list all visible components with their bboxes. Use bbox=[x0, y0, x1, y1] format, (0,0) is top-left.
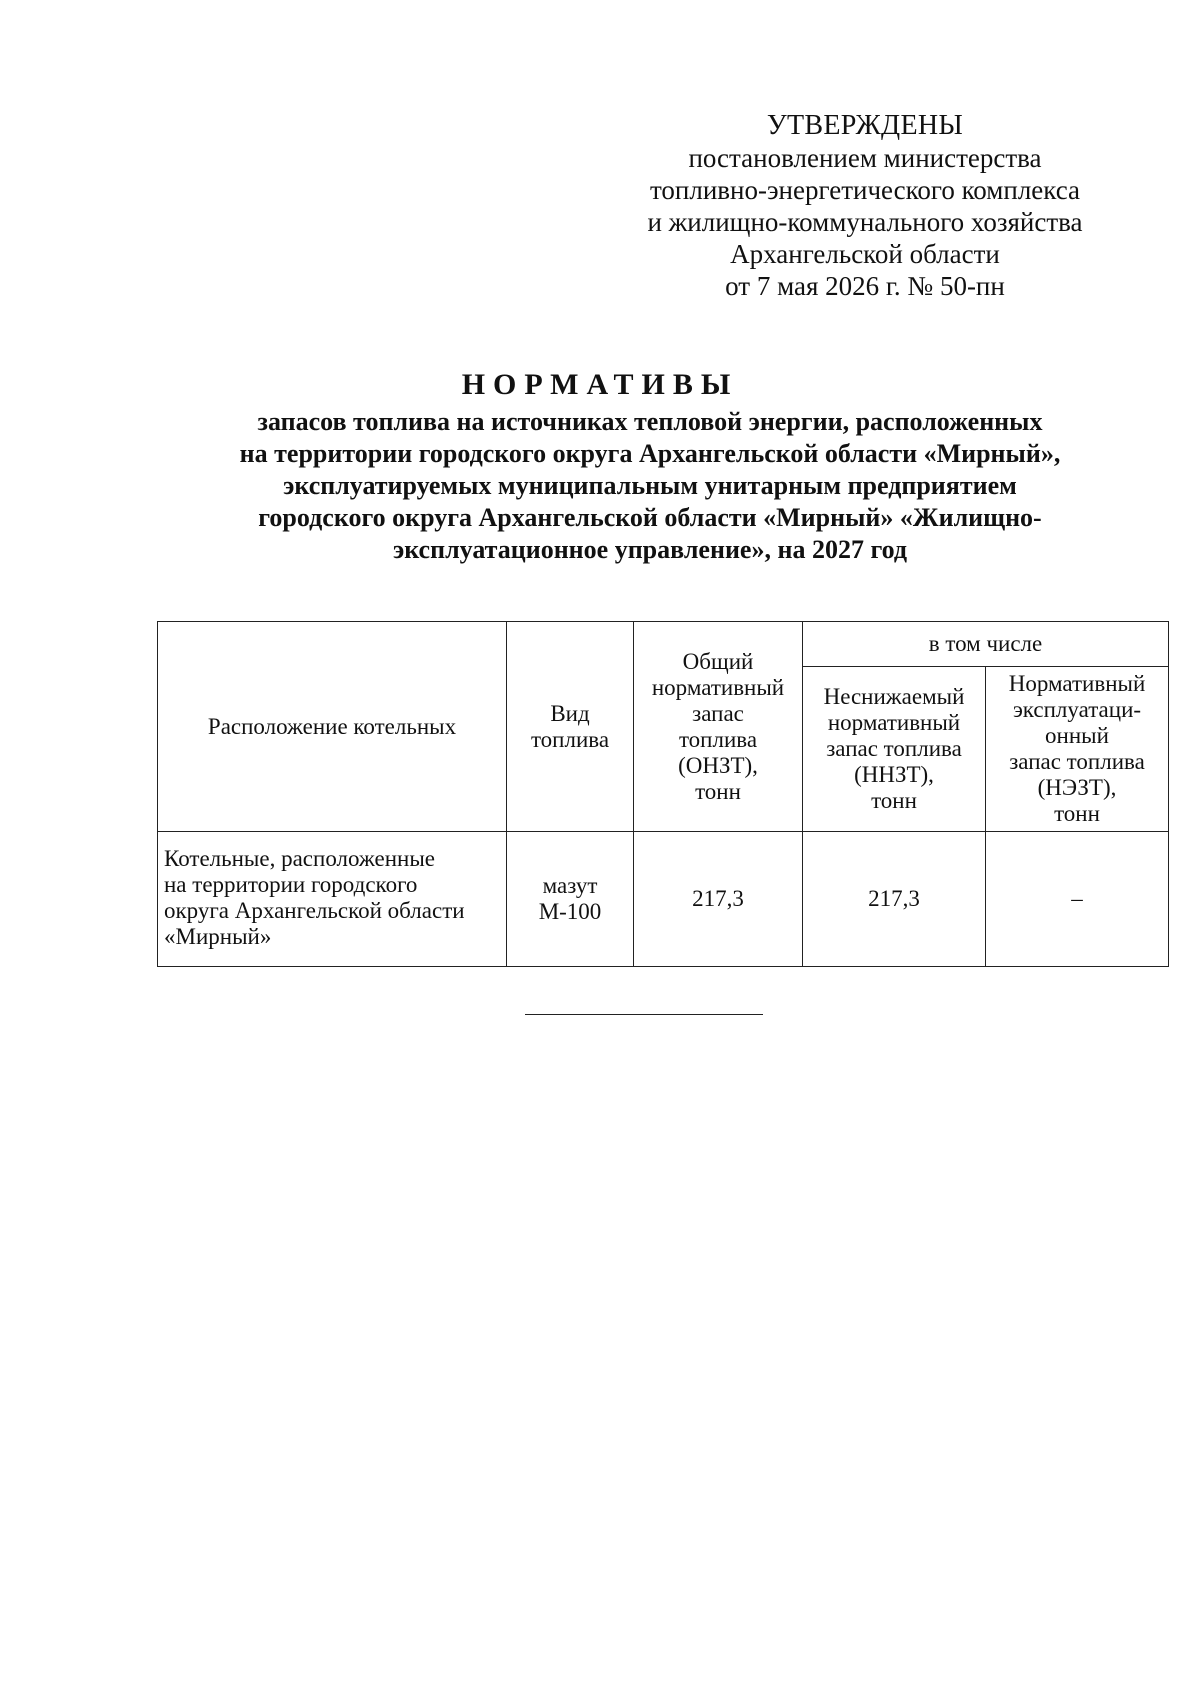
header-text-line: топлива bbox=[678, 726, 758, 752]
cell-text-line: мазут bbox=[542, 873, 598, 898]
cell-nnzt: 217,3 bbox=[803, 832, 986, 967]
cell-nezt: – bbox=[986, 832, 1169, 967]
cell-text-line: «Мирный» bbox=[164, 924, 272, 949]
header-text-line: тонн bbox=[695, 778, 741, 804]
subtitle-line: эксплуатационное управление», на 2027 год bbox=[392, 535, 908, 564]
header-text-line: топлива bbox=[530, 726, 610, 752]
cell-text-line: округа Архангельской области bbox=[164, 898, 465, 923]
cell-total: 217,3 bbox=[634, 832, 803, 967]
header-text-line: (НЭЗТ), bbox=[1037, 775, 1117, 800]
header-text-line: запас bbox=[692, 700, 744, 726]
document-title: НОРМАТИВЫ bbox=[461, 368, 739, 401]
header-text-line: Вид bbox=[550, 700, 590, 726]
header-nezt bbox=[986, 667, 1169, 832]
header-text-line: (ОНЗТ), bbox=[678, 752, 758, 778]
table-header-row bbox=[158, 622, 1169, 667]
cell-fuel-type bbox=[507, 832, 634, 967]
approval-title: УТВЕРЖДЕНЫ bbox=[766, 110, 964, 141]
approval-line: Архангельской области bbox=[730, 239, 1000, 269]
subtitle-line: городского округа Архангельской области «Мирный» «Жилищно- bbox=[258, 503, 1042, 532]
header-text-line: (ННЗТ), bbox=[854, 762, 934, 787]
subtitle-line: эксплуатируемых муниципальным унитарным предприятием bbox=[283, 471, 1017, 500]
header-total bbox=[634, 622, 803, 832]
approval-line: и жилищно-коммунального хозяйства bbox=[647, 207, 1083, 237]
closing-rule bbox=[525, 1014, 763, 1015]
header-text-line: тонн bbox=[871, 788, 917, 813]
header-text-line: онный bbox=[1045, 723, 1109, 748]
header-text-line: тонн bbox=[1054, 801, 1100, 826]
header-location: Расположение котельных bbox=[158, 622, 507, 832]
header-text-line: Неснижаемый bbox=[823, 684, 965, 709]
header-text-line: эксплуатаци- bbox=[1012, 697, 1142, 722]
table-row bbox=[158, 832, 1169, 967]
cell-text-line: на территории городского bbox=[164, 872, 418, 897]
approval-line: топливно-энергетического комплекса bbox=[649, 175, 1081, 205]
cell-text-line: М-100 bbox=[538, 899, 602, 924]
header-text-line: Общий bbox=[682, 648, 754, 674]
subtitle-line: запасов топлива на источниках тепловой энергии, расположенных bbox=[257, 407, 1043, 436]
header-text-line: запас топлива bbox=[1009, 749, 1145, 774]
header-group-including: в том числе bbox=[803, 622, 1169, 667]
norms-table bbox=[157, 621, 1169, 967]
cell-location bbox=[158, 832, 507, 967]
header-text-line: нормативный bbox=[651, 674, 785, 700]
header-nnzt bbox=[803, 667, 986, 832]
approval-date-number: от 7 мая 2026 г. № 50-пн bbox=[725, 271, 1005, 301]
header-text-line: Нормативный bbox=[1008, 671, 1146, 696]
header-text-line: запас топлива bbox=[826, 736, 962, 761]
header-text-line: нормативный bbox=[827, 710, 961, 735]
header-fuel-type bbox=[507, 622, 634, 832]
approval-block bbox=[605, 110, 1125, 302]
approval-line: постановлением министерства bbox=[688, 143, 1042, 173]
document-subtitle bbox=[120, 406, 1180, 566]
cell-text-line: Котельные, расположенные bbox=[164, 846, 435, 871]
subtitle-line: на территории городского округа Архангельской области «Мирный», bbox=[239, 439, 1061, 468]
